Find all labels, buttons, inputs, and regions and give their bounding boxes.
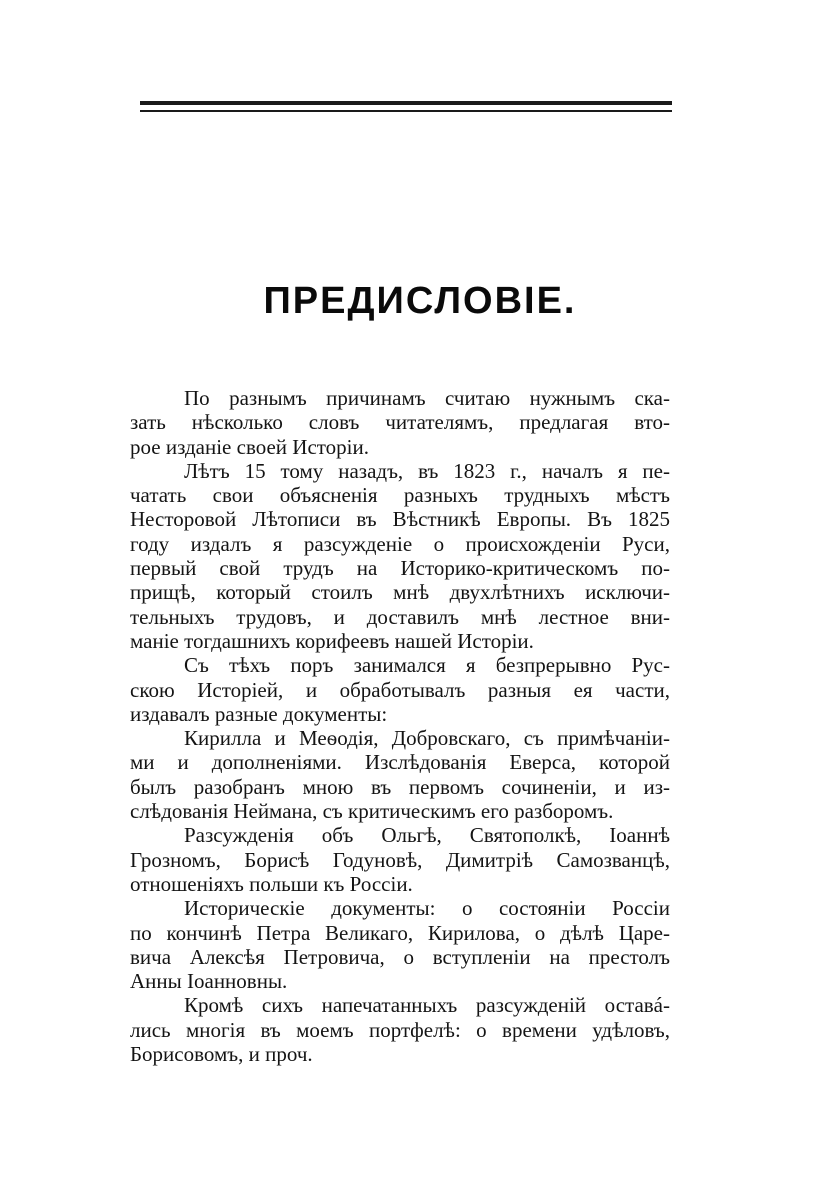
- paragraph-2-line-8: маніе тогдашнихъ корифеевъ нашей Исторіи.: [130, 628, 534, 653]
- paragraph-2-line-1: Лѣтъ 15 тому назадъ, въ 1823 г., началъ я пе-: [184, 458, 670, 483]
- paragraph-2-line-2: чатать свои объясненія разныхъ трудныхъ мѣстъ: [130, 483, 670, 508]
- paragraph-2-line-5: первый свой трудъ на Историко-критическомъ по-: [130, 556, 670, 581]
- paragraph-4-line-2: ми и дополненіями. Изслѣдованія Еверса, которой: [130, 750, 670, 775]
- paragraph-5-line-1: Разсужденія объ Ольгѣ, Святополкѣ, Іоаннѣ: [184, 823, 670, 848]
- header-rule-thick: [140, 101, 672, 105]
- paragraph-4-line-4: слѣдованія Неймана, съ критическимъ его разборомъ.: [130, 799, 614, 824]
- paragraph-7-line-1: Кромѣ сихъ напечатанныхъ разсужденій оставá-: [184, 993, 670, 1018]
- paragraph-4-line-3: былъ разобранъ мною въ первомъ сочиненіи, и из-: [130, 774, 670, 799]
- paragraph-3-line-3: издавалъ разные документы:: [130, 701, 388, 726]
- paragraph-6-line-4: Анны Іоанновны.: [130, 969, 288, 994]
- paragraph-1-line-1: По разнымъ причинамъ считаю нужнымъ ска-: [184, 386, 670, 410]
- paragraph-5-line-3: отношеніяхъ польши къ Россіи.: [130, 871, 413, 896]
- paragraph-1-line-3: рое изданіе своей Исторіи.: [130, 434, 369, 459]
- paragraph-5-line-2: Грозномъ, Борисѣ Годуновѣ, Димитріѣ Самозванцѣ,: [130, 847, 670, 872]
- header-rule-thin: [140, 110, 672, 112]
- paragraph-3-line-2: скою Исторіей, и обработывалъ разныя ея части,: [130, 677, 670, 702]
- paragraph-7-line-2: лись многія въ моемъ портфелѣ: о времени удѣловъ,: [130, 1017, 670, 1042]
- paragraph-6-line-2: по кончинѣ Петра Великаго, Кирилова, о дѣлѣ Царе-: [130, 920, 670, 945]
- paragraph-2-line-3: Несторовой Лѣтописи въ Вѣстникѣ Европы. Въ 1825: [130, 507, 670, 532]
- paragraph-2-line-6: прищѣ, который стоилъ мнѣ двухлѣтнихъ исключи-: [130, 580, 670, 605]
- paragraph-1-line-2: зать нѣсколько словъ читателямъ, предлагая вто-: [130, 410, 670, 435]
- paragraph-2-line-4: году издалъ я разсужденіе о происхожденіи Руси,: [130, 531, 670, 556]
- paragraph-4-line-1: Кирилла и Меѳодія, Добровскаго, съ примѣчаніи-: [184, 726, 670, 751]
- paragraph-2-line-7: тельныхъ трудовъ, и доставилъ мнѣ лестное вни-: [130, 604, 670, 629]
- paragraph-7-line-3: Борисовомъ, и проч.: [130, 1042, 313, 1067]
- paragraph-6-line-1: Историческіе документы: о состояніи Россіи: [184, 896, 670, 921]
- page-title: ПРЕДИСЛОВІЕ.: [263, 280, 577, 322]
- paragraph-3-line-1: Съ тѣхъ поръ занимался я безпрерывно Рус-: [184, 653, 670, 678]
- paragraph-6-line-3: вича Алексѣя Петровича, о вступленіи на престолъ: [130, 944, 670, 969]
- preface-body: [130, 386, 670, 1066]
